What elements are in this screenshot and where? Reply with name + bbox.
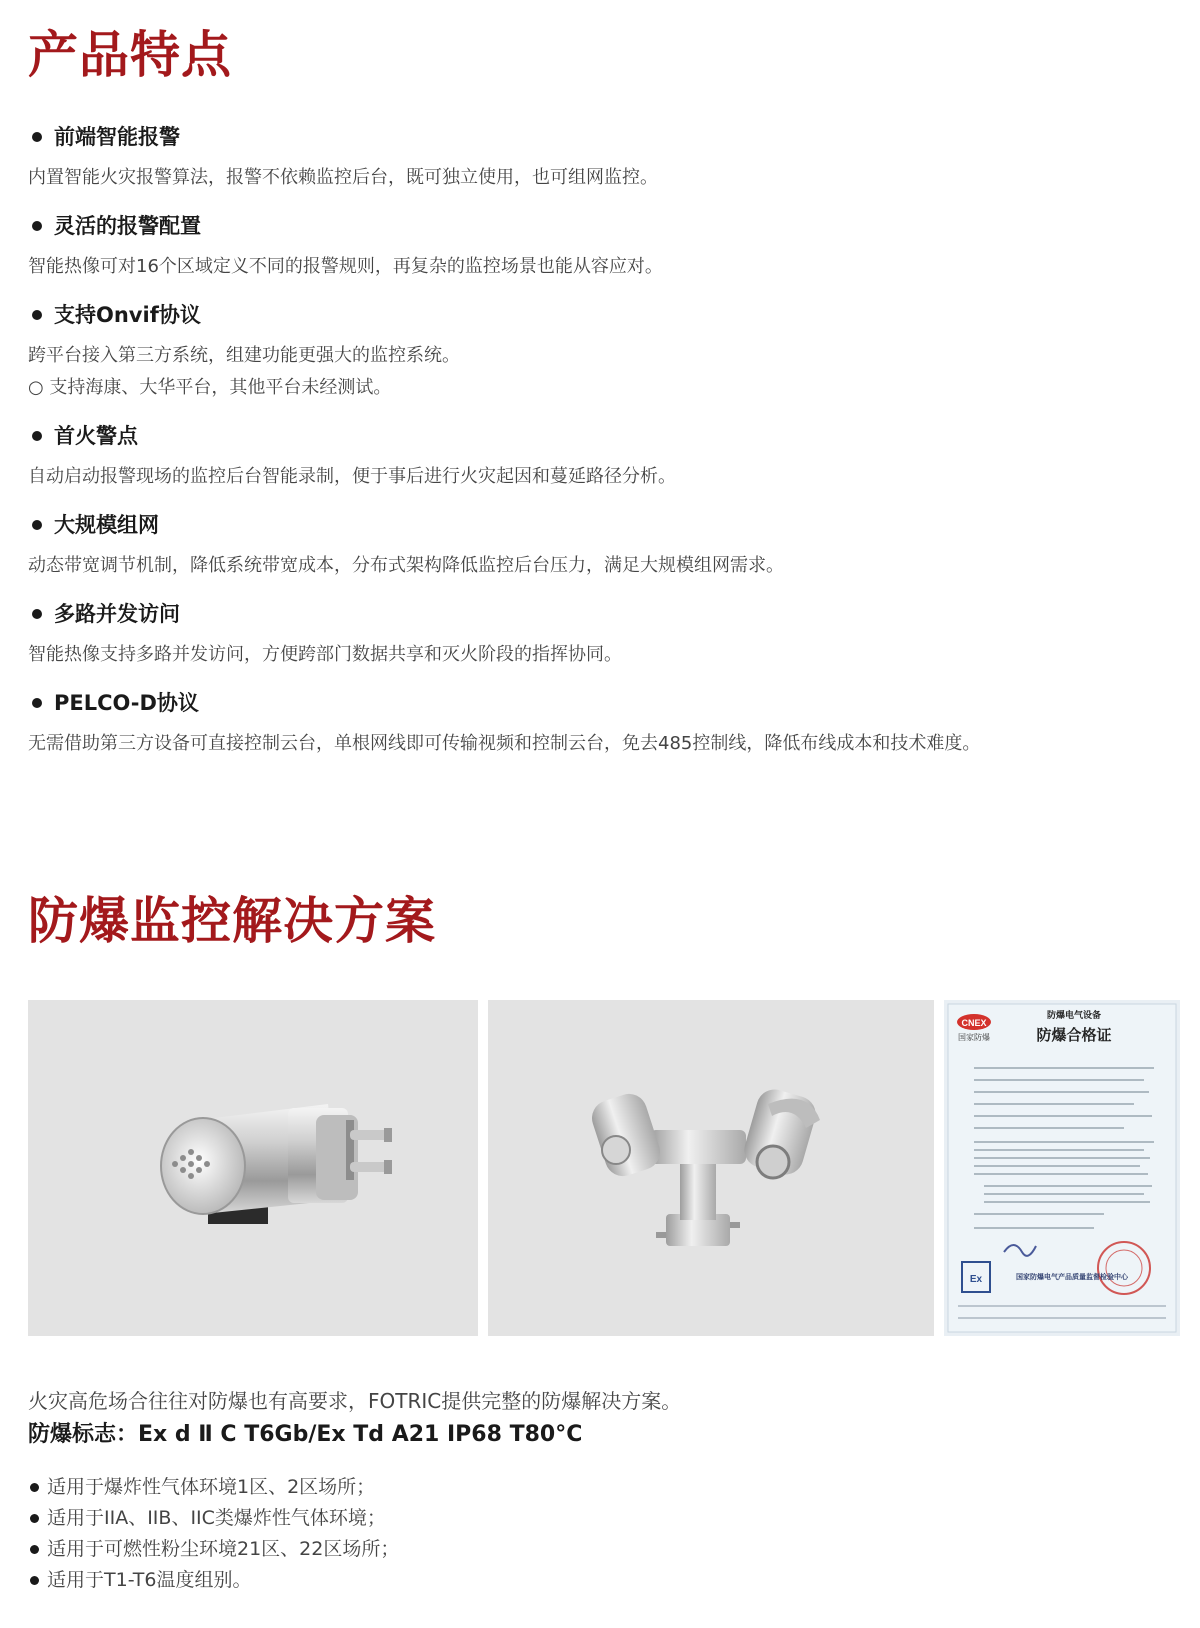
cert-footer: 国家防爆电气产品质量监督检验中心 xyxy=(1016,1273,1128,1281)
bullet-icon xyxy=(30,1545,39,1554)
feature-description: 自动启动报警现场的监控后台智能录制，便于事后进行火灾起因和蔓延路径分析。 xyxy=(28,466,676,487)
feature-item xyxy=(28,122,1168,192)
feature-list xyxy=(28,122,1168,777)
list-item xyxy=(28,1565,1168,1596)
cert-badge-caption: 国家防爆 xyxy=(958,1033,990,1042)
explosion-proof-solution xyxy=(28,1386,1168,1596)
list-item-text: 适用于爆炸性气体环境1区、2区场所； xyxy=(47,1476,376,1498)
ptz-camera-image xyxy=(488,1000,934,1336)
explosion-proof-certificate-image xyxy=(944,1000,1180,1336)
feature-title: PELCO-D协议 xyxy=(54,691,199,715)
svg-text:Ex: Ex xyxy=(969,1274,983,1285)
explosion-proof-section-title: 防爆监控解决方案 xyxy=(28,892,436,950)
feature-item xyxy=(28,688,1168,758)
feature-item xyxy=(28,300,1168,402)
feature-title: 灵活的报警配置 xyxy=(54,214,201,238)
feature-item xyxy=(28,421,1168,491)
list-item xyxy=(28,1534,1168,1565)
bullet-icon xyxy=(32,431,42,441)
features-section-title: 产品特点 xyxy=(28,26,232,84)
bullet-icon xyxy=(32,698,42,708)
feature-item xyxy=(28,510,1168,580)
bullet-icon xyxy=(32,520,42,530)
feature-title: 首火警点 xyxy=(54,424,138,448)
list-item xyxy=(28,1503,1168,1534)
applicability-list xyxy=(28,1472,1168,1596)
feature-item xyxy=(28,211,1168,281)
list-item-text: 适用于可燃性粉尘环境21区、22区场所； xyxy=(47,1538,400,1560)
feature-description: 智能热像可对16个区域定义不同的报警规则，再复杂的监控场景也能从容应对。 xyxy=(28,256,663,277)
feature-subnote: ○ 支持海康、大华平台，其他平台未经测试。 xyxy=(28,377,392,398)
bullet-icon xyxy=(30,1483,39,1492)
bullet-icon xyxy=(30,1576,39,1585)
feature-item xyxy=(28,599,1168,669)
feature-title: 大规模组网 xyxy=(54,513,159,537)
bullet-icon xyxy=(32,132,42,142)
bullet-icon xyxy=(32,221,42,231)
feature-title: 支持Onvif协议 xyxy=(54,303,201,327)
cert-title: 防爆合格证 xyxy=(1036,1026,1112,1044)
bullet-icon xyxy=(32,609,42,619)
feature-title: 多路并发访问 xyxy=(54,602,180,626)
bullet-icon xyxy=(32,310,42,320)
feature-description: 无需借助第三方设备可直接控制云台，单根网线即可传输视频和控制云台，免去485控制线，降低布线成本和技术难度。 xyxy=(28,733,981,754)
feature-description: 跨平台接入第三方系统，组建功能更强大的监控系统。 xyxy=(28,345,460,366)
list-item-text: 适用于T1-T6温度组别。 xyxy=(47,1569,252,1591)
cert-subtitle: 防爆电气设备 xyxy=(1046,1011,1102,1021)
explosion-proof-mark: 防爆标志：Ex d Ⅱ C T6Gb/Ex Td A21 IP68 T80°C xyxy=(28,1422,583,1447)
list-item-text: 适用于IIA、IIB、IIC类爆炸性气体环境； xyxy=(47,1507,386,1529)
feature-description: 智能热像支持多路并发访问，方便跨部门数据共享和灭火阶段的指挥协同。 xyxy=(28,644,622,665)
cert-badge: CNEX xyxy=(961,1018,987,1028)
feature-description: 动态带宽调节机制，降低系统带宽成本，分布式架构降低监控后台压力，满足大规模组网需求。 xyxy=(28,555,784,576)
feature-description: 内置智能火灾报警算法，报警不依赖监控后台，既可独立使用，也可组网监控。 xyxy=(28,167,658,188)
bullet-icon xyxy=(30,1514,39,1523)
solution-intro: 火灾高危场合往往对防爆也有高要求，FOTRIC提供完整的防爆解决方案。 xyxy=(28,1389,682,1413)
bullet-camera-image xyxy=(28,1000,478,1336)
feature-title: 前端智能报警 xyxy=(54,125,180,149)
list-item xyxy=(28,1472,1168,1503)
